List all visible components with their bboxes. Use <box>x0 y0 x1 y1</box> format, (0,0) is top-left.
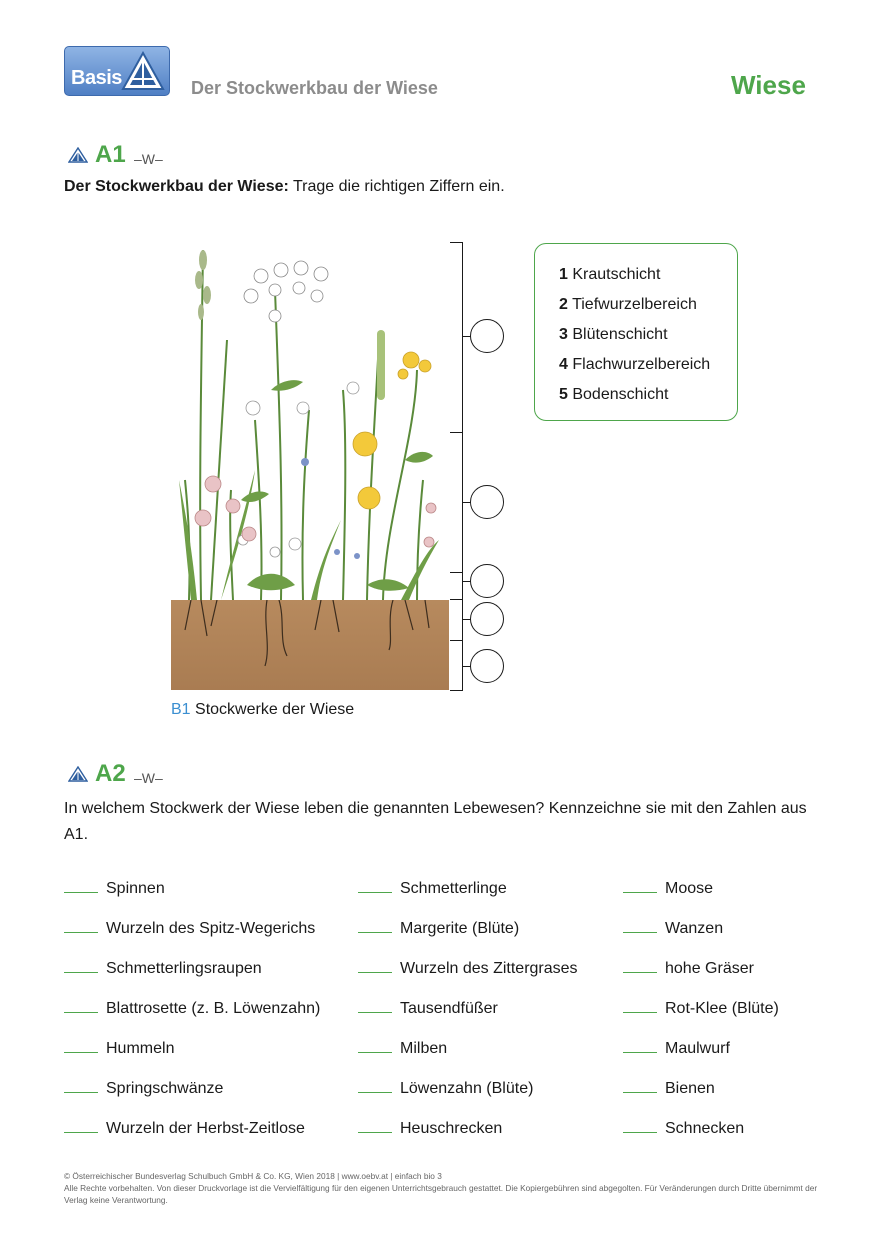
answer-blank <box>358 1012 392 1013</box>
answer-item[interactable] <box>64 1120 305 1142</box>
triangle-logo-icon <box>121 51 165 91</box>
footer-line-1: © Österreichischer Bundesverlag Schulbuch GmbH & Co. KG, Wien 2018 | www.oebv.at | einfach bio 3 <box>64 1171 442 1181</box>
bracket-tick <box>450 599 462 600</box>
answer-blank <box>623 1052 657 1053</box>
legend-number: 2 <box>559 296 568 313</box>
item-label: Wurzeln des Zittergrases <box>400 960 578 977</box>
answer-item[interactable] <box>64 960 262 982</box>
answer-item[interactable] <box>623 920 723 942</box>
answer-blank <box>64 1132 98 1133</box>
item-label: Maulwurf <box>665 1040 730 1057</box>
answer-item[interactable] <box>623 1040 730 1062</box>
legend-number: 5 <box>559 386 568 403</box>
item-label: Heuschrecken <box>400 1120 503 1137</box>
caption-label: B1 <box>171 701 191 718</box>
basis-logo <box>64 46 170 96</box>
legend-text: Blütenschicht <box>572 326 668 343</box>
roots-in-soil <box>171 600 449 690</box>
answer-blank <box>623 1132 657 1133</box>
answer-item[interactable] <box>623 880 713 902</box>
answer-item[interactable] <box>64 1000 320 1022</box>
copyright-footer <box>64 1170 824 1206</box>
item-label: Schnecken <box>665 1120 745 1137</box>
answer-item[interactable] <box>64 1080 223 1102</box>
bracket-tick <box>450 242 462 243</box>
legend-number: 1 <box>559 266 568 283</box>
instruction-text: Trage die richtigen Ziffern ein. <box>288 178 505 195</box>
task-a2-label: A2 <box>95 760 126 787</box>
answer-blank <box>358 1052 392 1053</box>
answer-blank <box>358 1092 392 1093</box>
item-label: Blattrosette (z. B. Löwenzahn) <box>106 1000 321 1017</box>
item-label: Spinnen <box>106 880 165 897</box>
item-label: Wurzeln der Herbst-Zeitlose <box>106 1120 305 1137</box>
answer-blank <box>64 1092 98 1093</box>
legend-item <box>559 380 737 410</box>
answer-blank <box>358 972 392 973</box>
answer-item[interactable] <box>623 960 754 982</box>
answer-blank <box>623 1012 657 1013</box>
legend-item <box>559 350 737 380</box>
item-label: Wanzen <box>665 920 724 937</box>
section-title: Wiese <box>731 70 806 100</box>
legend-item <box>559 320 737 350</box>
answer-blank <box>623 1092 657 1093</box>
item-label: Rot-Klee (Blüte) <box>665 1000 779 1017</box>
item-label: Moose <box>665 880 714 897</box>
answer-blank <box>623 972 657 973</box>
bracket-tick <box>450 640 462 641</box>
item-label: Hummeln <box>106 1040 175 1057</box>
difficulty-icon <box>68 766 88 782</box>
caption-text: Stockwerke der Wiese <box>190 701 355 718</box>
answer-item[interactable] <box>64 1040 174 1062</box>
item-label: Schmetterlinge <box>400 880 507 897</box>
answer-item[interactable] <box>358 960 578 982</box>
answer-blank <box>358 892 392 893</box>
bracket-tick <box>450 572 462 573</box>
answer-circle-1[interactable] <box>470 319 504 353</box>
task-a2-instruction: In welchem Stockwerk der Wiese leben die genannten Lebewesen? Kennzeichne sie mit den Zahlen aus A1. <box>64 800 807 843</box>
figure-caption <box>171 701 354 719</box>
answer-circle-2[interactable] <box>470 485 504 519</box>
item-label: Löwenzahn (Blüte) <box>400 1080 534 1097</box>
meadow-illustration <box>171 240 451 610</box>
task-a1-instruction <box>64 178 505 196</box>
answer-item[interactable] <box>358 1080 533 1102</box>
item-label: Margerite (Blüte) <box>400 920 520 937</box>
legend-item <box>559 290 737 320</box>
legend-text: Flachwurzelbereich <box>572 356 711 373</box>
layer-bracket <box>462 242 463 691</box>
task-a1-label: A1 <box>95 141 126 168</box>
legend-text: Krautschicht <box>572 266 661 283</box>
answer-item[interactable] <box>358 1000 498 1022</box>
answer-item[interactable] <box>358 1120 502 1142</box>
item-label: Milben <box>400 1040 448 1057</box>
item-label: Springschwänze <box>106 1080 224 1097</box>
item-label: Tausendfüßer <box>400 1000 498 1017</box>
footer-line-2: Alle Rechte vorbehalten. Von dieser Druckvorlage ist die Vervielfältigung für den eigenen Unterrichtsgebrauch gestattet. Die Kopiergebühren sind abgegolten. Für Veränderungen durch Dritte übernimmt der Verlag keine Verantwortung. <box>64 1183 818 1205</box>
answer-blank <box>64 932 98 933</box>
difficulty-icon <box>68 147 88 163</box>
answer-item[interactable] <box>623 1080 715 1102</box>
answer-blank <box>64 892 98 893</box>
item-label: Bienen <box>665 1080 715 1097</box>
answer-circle-5[interactable] <box>470 649 504 683</box>
answer-item[interactable] <box>623 1000 779 1022</box>
answer-blank <box>358 932 392 933</box>
answer-blank <box>358 1132 392 1133</box>
answer-blank <box>64 972 98 973</box>
answer-blank <box>64 1012 98 1013</box>
answer-item[interactable] <box>623 1120 744 1142</box>
logo-text: Basis <box>71 67 122 89</box>
answer-item[interactable] <box>358 1040 447 1062</box>
document-title: Der Stockwerkbau der Wiese <box>191 78 438 98</box>
answer-blank <box>623 892 657 893</box>
legend-number: 4 <box>559 356 568 373</box>
instruction-bold: Der Stockwerkbau der Wiese: <box>64 178 289 195</box>
legend-item <box>559 260 737 290</box>
item-label: hohe Gräser <box>665 960 754 977</box>
legend-text: Tiefwurzelbereich <box>572 296 697 313</box>
answer-circle-3[interactable] <box>470 564 504 598</box>
legend-number: 3 <box>559 326 568 343</box>
layer-legend <box>534 243 738 421</box>
answer-circle-4[interactable] <box>470 602 504 636</box>
task-a1-level: –W– <box>134 151 163 167</box>
answer-item[interactable] <box>358 920 519 942</box>
item-label: Schmetterlingsraupen <box>106 960 262 977</box>
task-a2-level: –W– <box>134 770 163 786</box>
answer-item[interactable] <box>358 880 507 902</box>
answer-item[interactable] <box>64 880 165 902</box>
answer-blank <box>623 932 657 933</box>
answer-item[interactable] <box>64 920 315 942</box>
bracket-tick <box>450 690 462 691</box>
bracket-tick <box>450 432 462 433</box>
item-label: Wurzeln des Spitz-Wegerichs <box>106 920 316 937</box>
legend-text: Bodenschicht <box>572 386 669 403</box>
answer-blank <box>64 1052 98 1053</box>
